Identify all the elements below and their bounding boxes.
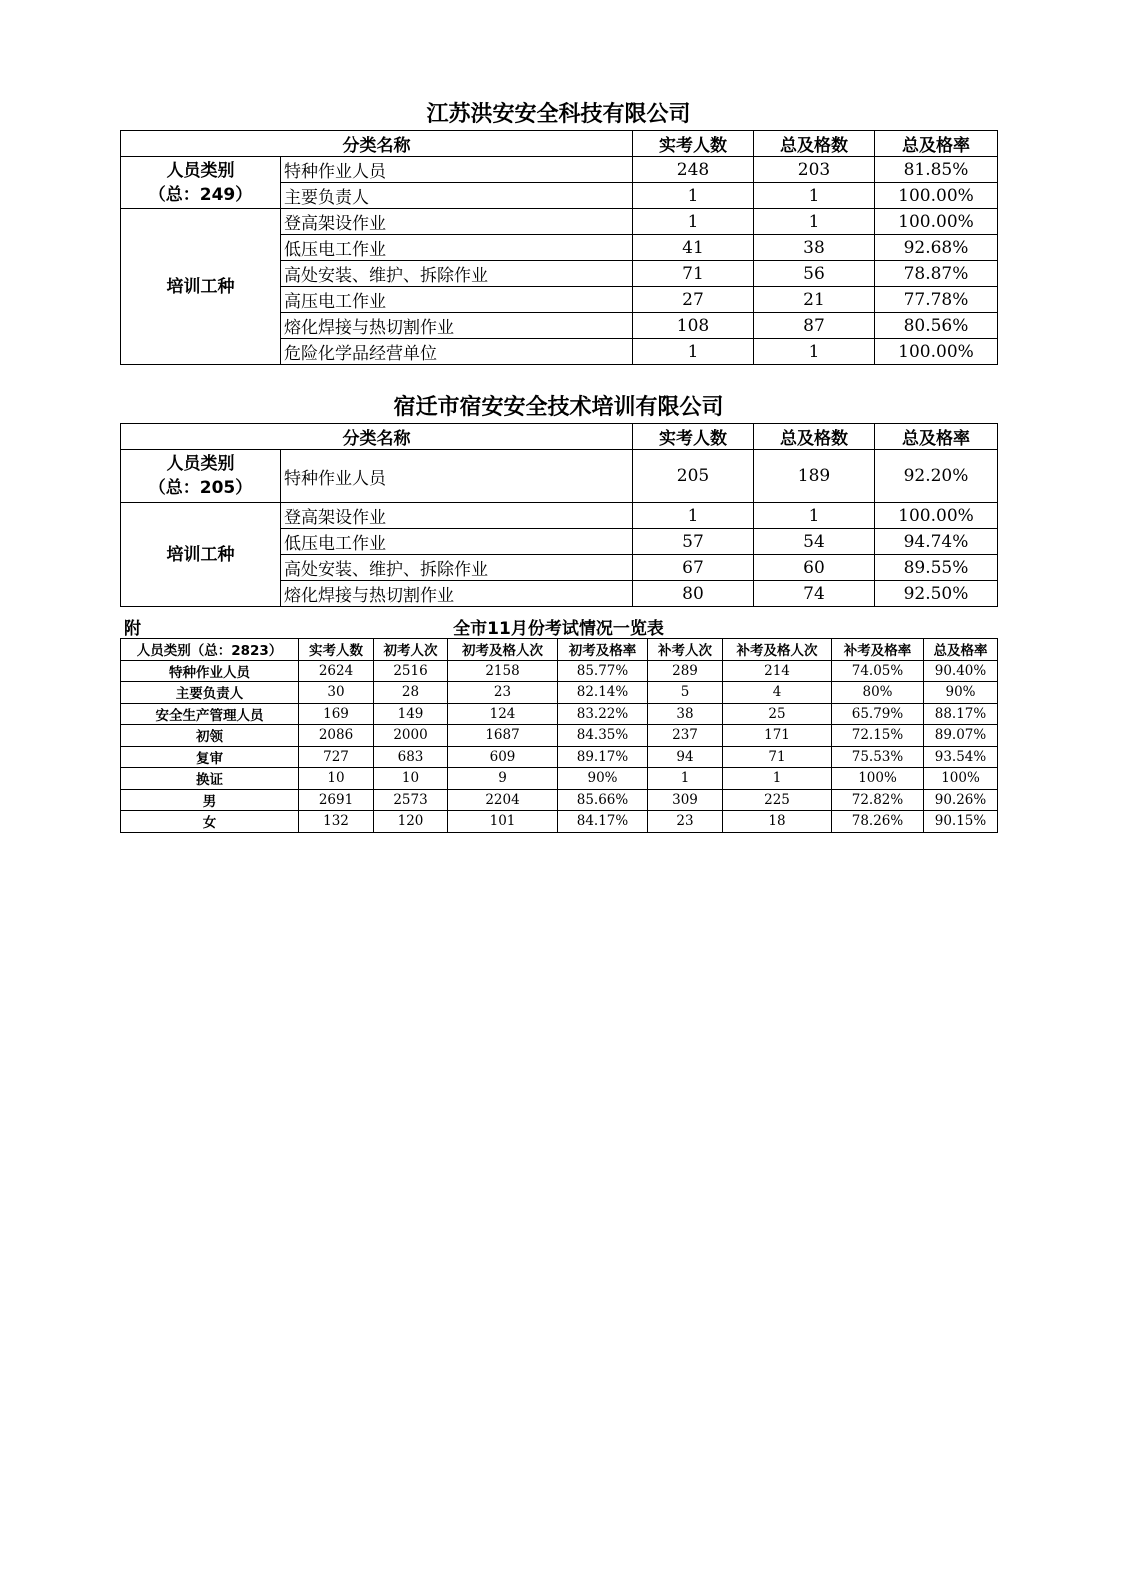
row-rate: 78.87% — [875, 261, 998, 287]
row-passed: 1 — [754, 339, 875, 365]
row-cell: 5 — [648, 682, 723, 704]
header-cell: 补考人次 — [648, 639, 723, 661]
table-row — [121, 746, 998, 768]
row-cell: 309 — [648, 789, 723, 811]
header-cell: 补考及格人次 — [723, 639, 832, 661]
row-cell: 169 — [299, 703, 374, 725]
row-cell: 1 — [723, 768, 832, 790]
row-rate: 92.68% — [875, 235, 998, 261]
row-cell: 2158 — [448, 660, 558, 682]
row-cell: 30 — [299, 682, 374, 704]
appendix-label: 附 — [124, 619, 141, 639]
row-cell: 90% — [558, 768, 648, 790]
header-cell: 总及格率 — [924, 639, 998, 661]
row-cell: 2204 — [448, 789, 558, 811]
row-actual: 71 — [633, 261, 754, 287]
row-rate: 81.85% — [875, 157, 998, 183]
table-header-row — [121, 424, 998, 450]
group-label-line2: （总：205） — [148, 478, 253, 498]
table-row — [121, 450, 998, 503]
row-cell: 38 — [648, 703, 723, 725]
group-personnel-category — [121, 450, 281, 503]
row-cell: 90.40% — [924, 660, 998, 682]
row-cell: 72.15% — [832, 725, 924, 747]
appendix-heading — [120, 614, 997, 638]
row-passed: 1 — [754, 209, 875, 235]
row-cell: 214 — [723, 660, 832, 682]
appendix-title: 全市11月份考试情况一览表 — [453, 619, 664, 639]
row-name: 低压电工作业 — [281, 529, 633, 555]
appendix-body — [121, 660, 998, 832]
row-cell: 225 — [723, 789, 832, 811]
row-label: 主要负责人 — [121, 682, 299, 704]
header-passed: 总及格数 — [754, 424, 875, 450]
group-training-type: 培训工种 — [121, 209, 281, 365]
row-cell: 609 — [448, 746, 558, 768]
row-cell: 84.35% — [558, 725, 648, 747]
row-cell: 23 — [648, 811, 723, 833]
row-label: 初领 — [121, 725, 299, 747]
table-row — [121, 682, 998, 704]
row-name: 主要负责人 — [281, 183, 633, 209]
row-cell: 1 — [648, 768, 723, 790]
row-rate: 94.74% — [875, 529, 998, 555]
header-cell: 初考及格人次 — [448, 639, 558, 661]
row-cell: 10 — [299, 768, 374, 790]
row-cell: 120 — [374, 811, 448, 833]
row-rate: 80.56% — [875, 313, 998, 339]
row-cell: 71 — [723, 746, 832, 768]
row-cell: 727 — [299, 746, 374, 768]
row-cell: 149 — [374, 703, 448, 725]
table-row — [121, 789, 998, 811]
row-passed: 56 — [754, 261, 875, 287]
row-cell: 2000 — [374, 725, 448, 747]
row-passed: 74 — [754, 581, 875, 607]
row-cell: 1687 — [448, 725, 558, 747]
row-passed: 189 — [754, 450, 875, 503]
row-actual: 1 — [633, 209, 754, 235]
row-name: 特种作业人员 — [281, 450, 633, 503]
header-rate: 总及格率 — [875, 424, 998, 450]
row-label: 男 — [121, 789, 299, 811]
row-cell: 72.82% — [832, 789, 924, 811]
row-actual: 57 — [633, 529, 754, 555]
row-cell: 2573 — [374, 789, 448, 811]
row-rate: 100.00% — [875, 183, 998, 209]
row-cell: 94 — [648, 746, 723, 768]
row-cell: 101 — [448, 811, 558, 833]
row-actual: 1 — [633, 503, 754, 529]
table-row — [121, 209, 998, 235]
header-cell: 人员类别（总：2823） — [121, 639, 299, 661]
row-cell: 84.17% — [558, 811, 648, 833]
group-personnel-category — [121, 157, 281, 209]
row-cell: 289 — [648, 660, 723, 682]
row-rate: 92.20% — [875, 450, 998, 503]
row-label: 换证 — [121, 768, 299, 790]
row-cell: 2691 — [299, 789, 374, 811]
row-name: 特种作业人员 — [281, 157, 633, 183]
row-passed: 203 — [754, 157, 875, 183]
row-cell: 171 — [723, 725, 832, 747]
row-cell: 90.15% — [924, 811, 998, 833]
row-passed: 38 — [754, 235, 875, 261]
row-cell: 85.66% — [558, 789, 648, 811]
row-cell: 90.26% — [924, 789, 998, 811]
row-cell: 25 — [723, 703, 832, 725]
row-passed: 87 — [754, 313, 875, 339]
header-cell: 补考及格率 — [832, 639, 924, 661]
row-name: 低压电工作业 — [281, 235, 633, 261]
row-cell: 237 — [648, 725, 723, 747]
row-cell: 89.17% — [558, 746, 648, 768]
header-actual: 实考人数 — [633, 131, 754, 157]
row-passed: 21 — [754, 287, 875, 313]
table-row — [121, 157, 998, 183]
table-row — [121, 725, 998, 747]
row-actual: 108 — [633, 313, 754, 339]
row-actual: 80 — [633, 581, 754, 607]
row-cell: 80% — [832, 682, 924, 704]
company2-title: 宿迁市宿安安全技术培训有限公司 — [393, 395, 724, 420]
row-name: 高压电工作业 — [281, 287, 633, 313]
row-rate: 100.00% — [875, 209, 998, 235]
table-header-row — [121, 131, 998, 157]
table-row — [121, 703, 998, 725]
row-rate: 77.78% — [875, 287, 998, 313]
row-name: 熔化焊接与热切割作业 — [281, 581, 633, 607]
table-header-row — [121, 639, 998, 661]
company1-table — [120, 130, 998, 365]
row-rate: 92.50% — [875, 581, 998, 607]
header-cell: 初考及格率 — [558, 639, 648, 661]
row-cell: 88.17% — [924, 703, 998, 725]
company2-table — [120, 423, 998, 607]
header-category: 分类名称 — [121, 131, 633, 157]
header-cell: 初考人次 — [374, 639, 448, 661]
company1-title: 江苏洪安安全科技有限公司 — [426, 102, 691, 127]
table-row — [121, 768, 998, 790]
row-cell: 78.26% — [832, 811, 924, 833]
group-training-type: 培训工种 — [121, 503, 281, 607]
row-rate: 100.00% — [875, 339, 998, 365]
row-name: 危险化学品经营单位 — [281, 339, 633, 365]
row-cell: 90% — [924, 682, 998, 704]
header-rate: 总及格率 — [875, 131, 998, 157]
row-actual: 205 — [633, 450, 754, 503]
row-actual: 41 — [633, 235, 754, 261]
row-cell: 100% — [924, 768, 998, 790]
group-label-line2: （总：249） — [148, 184, 253, 205]
row-cell: 9 — [448, 768, 558, 790]
row-cell: 683 — [374, 746, 448, 768]
row-actual: 67 — [633, 555, 754, 581]
row-label: 特种作业人员 — [121, 660, 299, 682]
row-cell: 28 — [374, 682, 448, 704]
row-cell: 65.79% — [832, 703, 924, 725]
row-name: 登高架设作业 — [281, 503, 633, 529]
row-actual: 248 — [633, 157, 754, 183]
row-rate: 89.55% — [875, 555, 998, 581]
table-row — [121, 660, 998, 682]
row-actual: 1 — [633, 339, 754, 365]
row-label: 复审 — [121, 746, 299, 768]
appendix-table — [120, 638, 998, 833]
row-actual: 1 — [633, 183, 754, 209]
row-passed: 54 — [754, 529, 875, 555]
row-name: 高处安装、维护、拆除作业 — [281, 261, 633, 287]
row-cell: 82.14% — [558, 682, 648, 704]
row-cell: 83.22% — [558, 703, 648, 725]
row-cell: 23 — [448, 682, 558, 704]
row-actual: 27 — [633, 287, 754, 313]
row-cell: 132 — [299, 811, 374, 833]
row-passed: 1 — [754, 183, 875, 209]
row-cell: 2086 — [299, 725, 374, 747]
table-row — [121, 811, 998, 833]
row-cell: 2516 — [374, 660, 448, 682]
row-cell: 89.07% — [924, 725, 998, 747]
row-name: 熔化焊接与热切割作业 — [281, 313, 633, 339]
row-cell: 100% — [832, 768, 924, 790]
row-label: 安全生产管理人员 — [121, 703, 299, 725]
row-name: 高处安装、维护、拆除作业 — [281, 555, 633, 581]
header-passed: 总及格数 — [754, 131, 875, 157]
row-cell: 4 — [723, 682, 832, 704]
header-category: 分类名称 — [121, 424, 633, 450]
row-passed: 60 — [754, 555, 875, 581]
row-name: 登高架设作业 — [281, 209, 633, 235]
row-cell: 124 — [448, 703, 558, 725]
group-label-line1: 人员类别 — [166, 454, 235, 474]
row-cell: 74.05% — [832, 660, 924, 682]
row-rate: 100.00% — [875, 503, 998, 529]
table-row — [121, 503, 998, 529]
row-cell: 2624 — [299, 660, 374, 682]
row-cell: 93.54% — [924, 746, 998, 768]
header-cell: 实考人数 — [299, 639, 374, 661]
header-actual: 实考人数 — [633, 424, 754, 450]
row-cell: 10 — [374, 768, 448, 790]
row-cell: 18 — [723, 811, 832, 833]
group-label-line1: 人员类别 — [166, 160, 235, 181]
row-cell: 85.77% — [558, 660, 648, 682]
row-cell: 75.53% — [832, 746, 924, 768]
row-passed: 1 — [754, 503, 875, 529]
row-label: 女 — [121, 811, 299, 833]
